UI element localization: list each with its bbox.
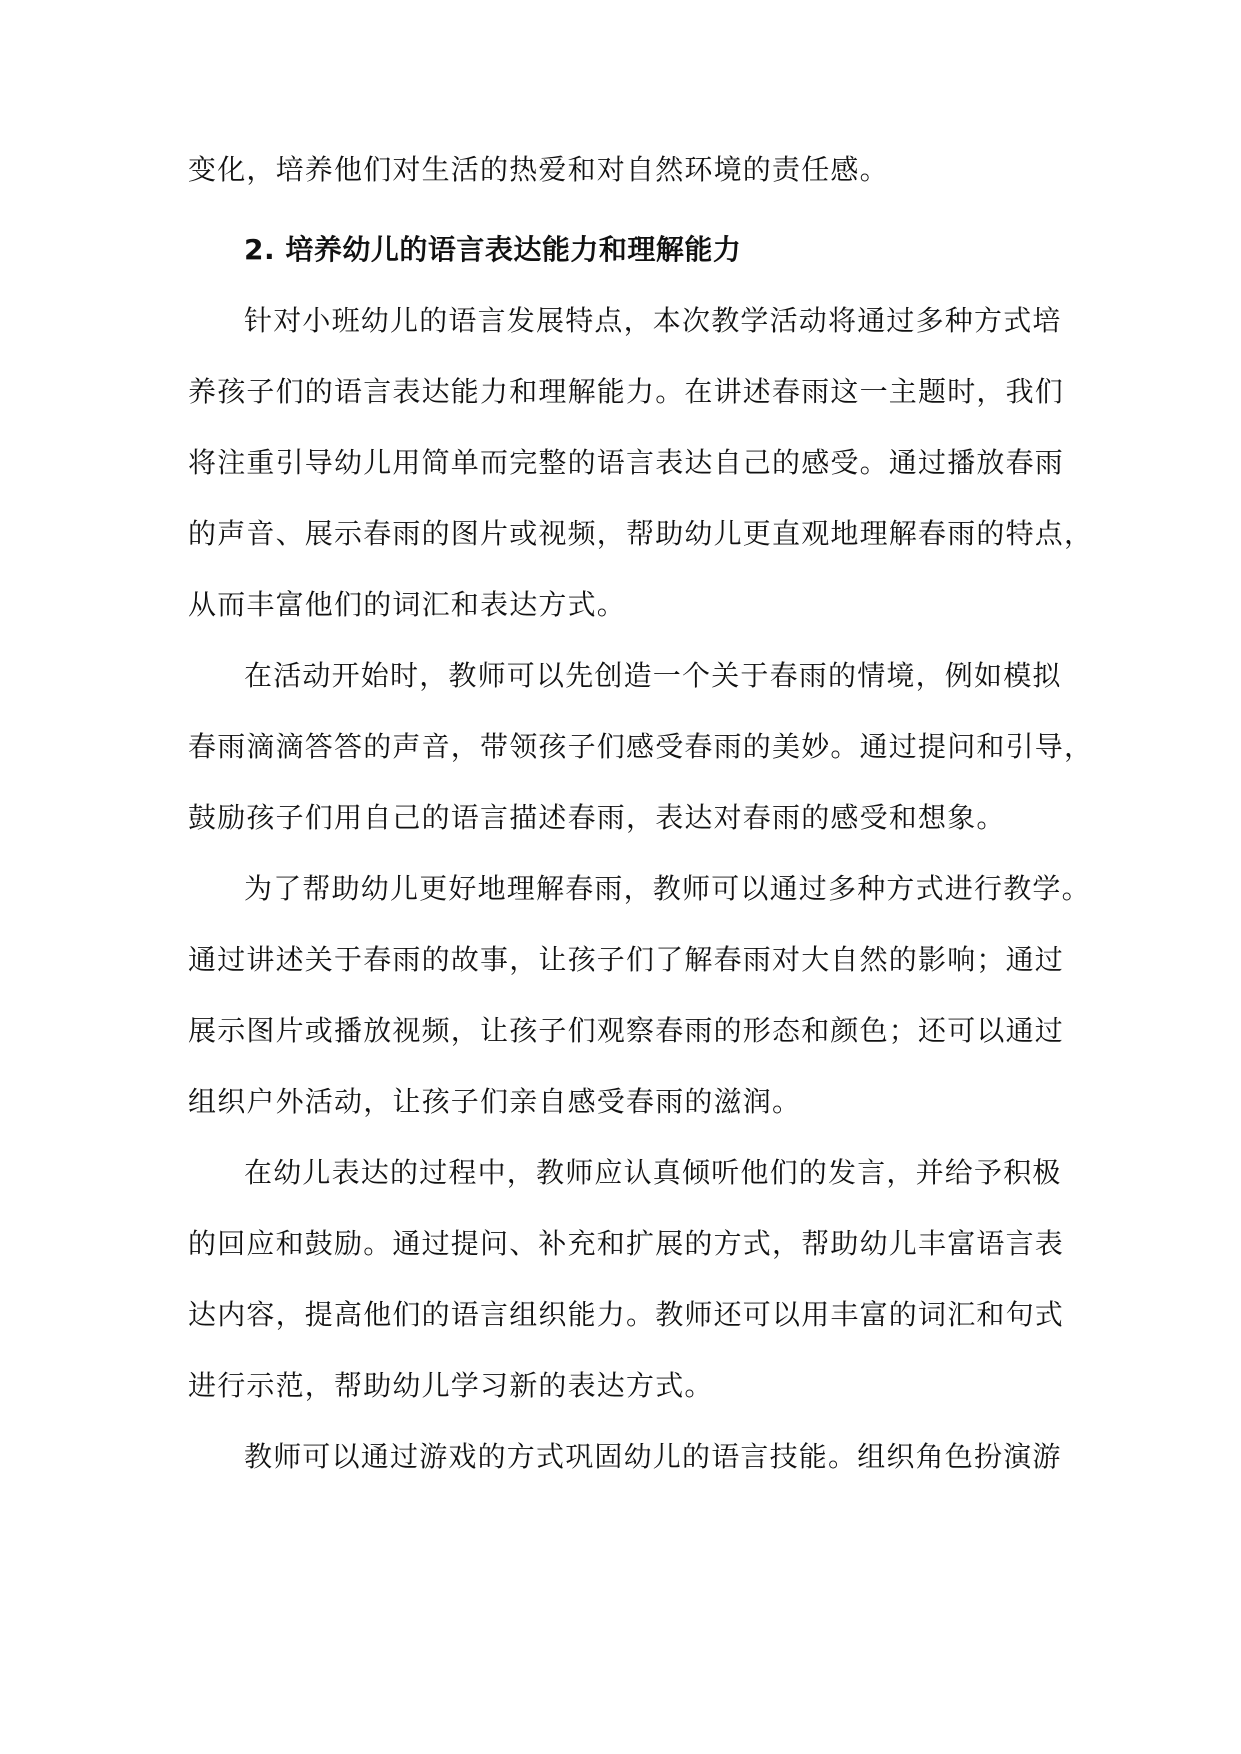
paragraph-line: 进行示范，帮助幼儿学习新的表达方式。 <box>188 1369 714 1402</box>
paragraph-line: 鼓励孩子们用自己的语言描述春雨，表达对春雨的感受和想象。 <box>188 801 1006 834</box>
paragraph-line: 为了帮助幼儿更好地理解春雨，教师可以通过多种方式进行教学。 <box>244 872 1091 905</box>
paragraph-line: 的声音、展示春雨的图片或视频，帮助幼儿更直观地理解春雨的特点， <box>188 517 1094 550</box>
paragraph-line: 教师可以通过游戏的方式巩固幼儿的语言技能。组织角色扮演游 <box>244 1440 1062 1473</box>
paragraph-line: 变化，培养他们对生活的热爱和对自然环境的责任感。 <box>188 153 889 186</box>
paragraph-line: 通过讲述关于春雨的故事，让孩子们了解春雨对大自然的影响；通过 <box>188 943 1065 976</box>
paragraph-line: 从而丰富他们的词汇和表达方式。 <box>188 588 627 621</box>
paragraph-line: 春雨滴滴答答的声音，带领孩子们感受春雨的美妙。通过提问和引导， <box>188 730 1094 763</box>
paragraph-line: 将注重引导幼儿用简单而完整的语言表达自己的感受。通过播放春雨 <box>188 446 1065 479</box>
paragraph-line: 在活动开始时，教师可以先创造一个关于春雨的情境，例如模拟 <box>244 659 1062 692</box>
paragraph-line: 在幼儿表达的过程中，教师应认真倾听他们的发言，并给予积极 <box>244 1156 1062 1189</box>
paragraph-line: 达内容，提高他们的语言组织能力。教师还可以用丰富的词汇和句式 <box>188 1298 1065 1331</box>
paragraph-line: 针对小班幼儿的语言发展特点，本次教学活动将通过多种方式培 <box>244 304 1062 337</box>
paragraph-line: 的回应和鼓励。通过提问、补充和扩展的方式，帮助幼儿丰富语言表 <box>188 1227 1065 1260</box>
section-heading: 2. 培养幼儿的语言表达能力和理解能力 <box>244 233 742 266</box>
paragraph-line: 展示图片或播放视频，让孩子们观察春雨的形态和颜色；还可以通过 <box>188 1014 1065 1047</box>
paragraph-line: 养孩子们的语言表达能力和理解能力。在讲述春雨这一主题时，我们 <box>188 375 1065 408</box>
paragraph-line: 组织户外活动，让孩子们亲自感受春雨的滋润。 <box>188 1085 802 1118</box>
